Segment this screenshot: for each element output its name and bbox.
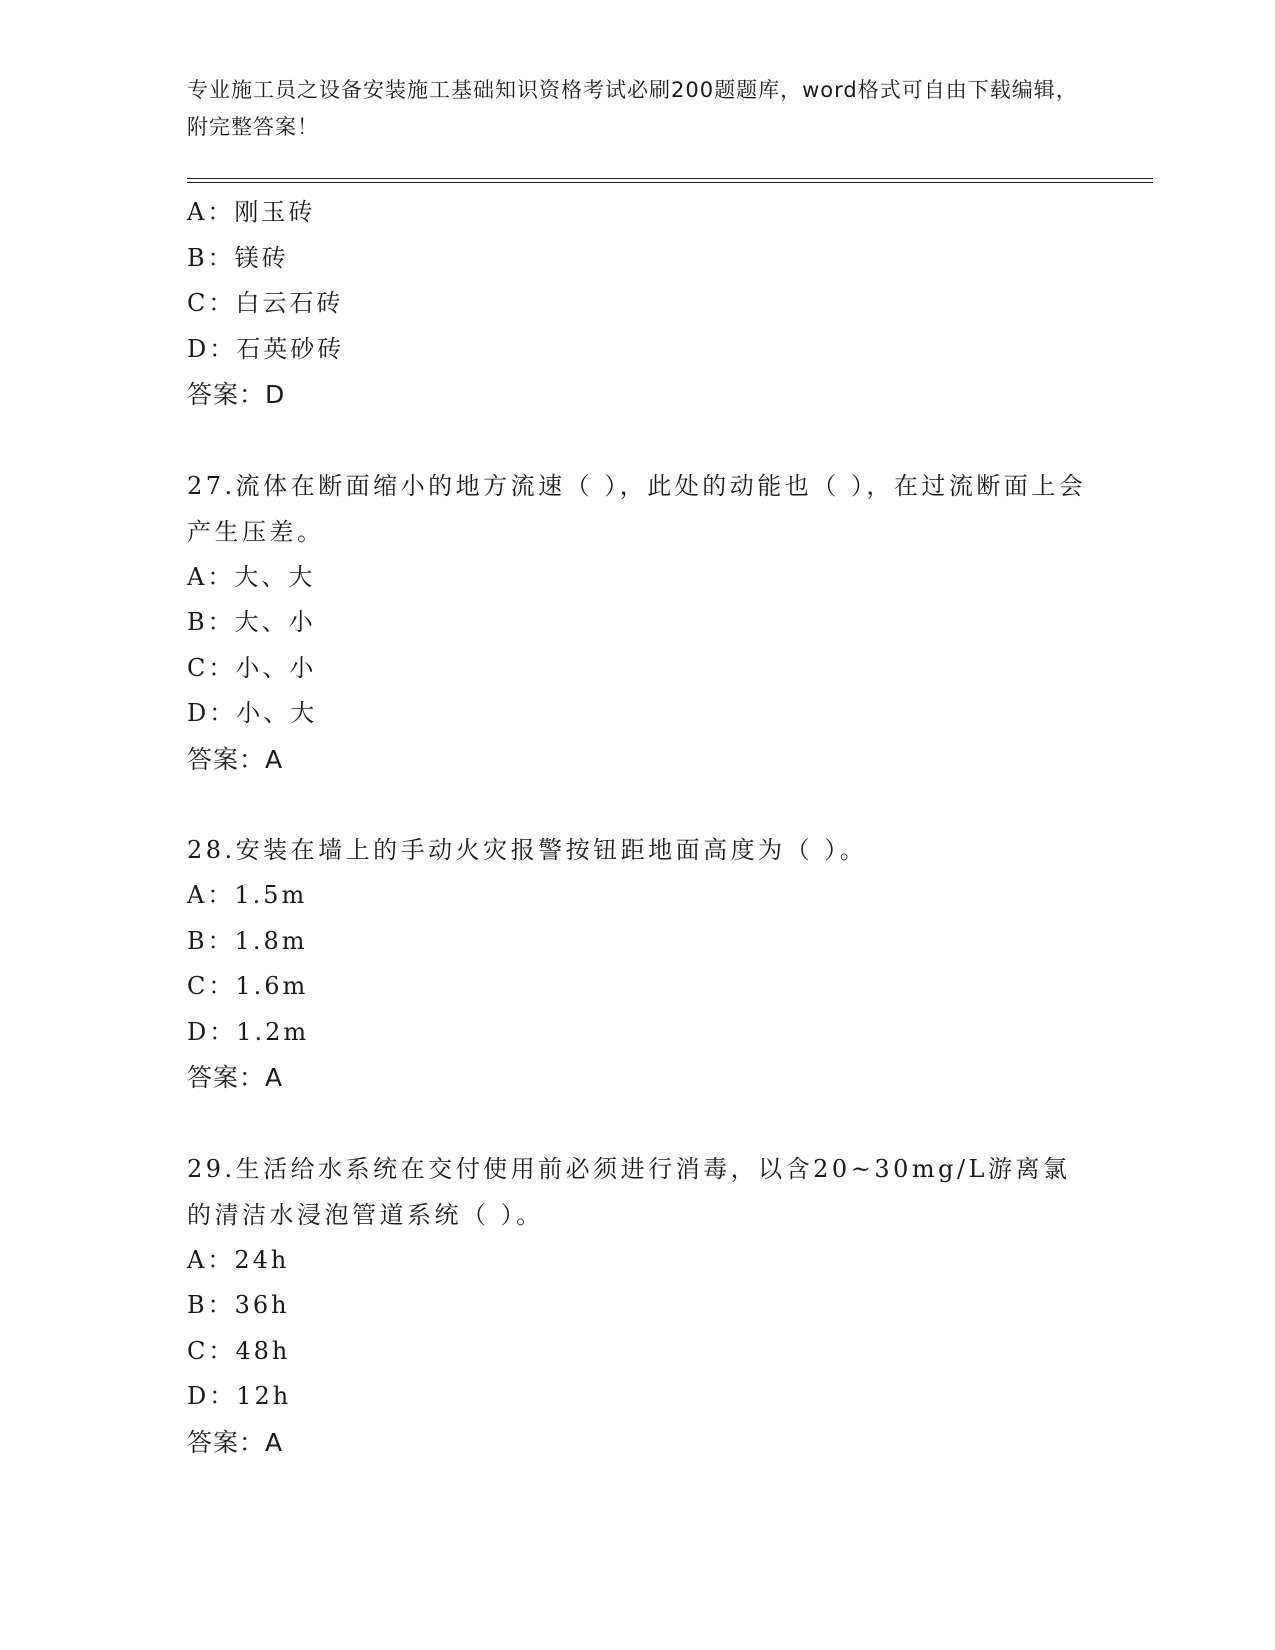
question-block xyxy=(187,827,1107,1101)
question-text: 29.生活给水系统在交付使用前必须进行消毒，以含20~30mg/L游离氯的清洁水浸泡管道系统（ ）。 xyxy=(187,1154,1071,1229)
answer-line: 答案：A xyxy=(187,1427,284,1457)
option-c: C：1.6m xyxy=(187,972,309,1000)
question-block xyxy=(187,1146,1107,1466)
option-a: A：刚玉砖 xyxy=(187,198,316,226)
option-c: C：白云石砖 xyxy=(187,289,344,317)
option-a: A：大、大 xyxy=(187,562,316,591)
question-text: 27.流体在断面缩小的地方流速（ ），此处的动能也（ ），在过流断面上会产生压差。 xyxy=(187,471,1087,546)
option-c: C：小、小 xyxy=(187,653,317,682)
block-gap xyxy=(187,418,1107,463)
question-text: 28.安装在墙上的手动火灾报警按钮距地面高度为（ ）。 xyxy=(187,836,868,864)
option-b: B：36h xyxy=(187,1291,290,1319)
question-block xyxy=(187,190,1107,418)
header-rule-top xyxy=(187,178,1153,179)
answer-line: 答案：A xyxy=(187,744,284,774)
option-b: B：1.8m xyxy=(187,926,308,955)
option-b: B：镁砖 xyxy=(187,243,289,272)
block-gap xyxy=(187,1101,1107,1146)
option-d: D：石英砂砖 xyxy=(187,334,345,363)
option-d: D：小、大 xyxy=(187,699,318,727)
answer-line: 答案：D xyxy=(187,380,286,409)
question-block xyxy=(187,463,1107,783)
option-a: A：1.5m xyxy=(187,881,308,909)
option-d: D：12h xyxy=(187,1382,292,1410)
header-rule-bottom xyxy=(187,182,1153,183)
question-list xyxy=(187,190,1107,1465)
answer-line: 答案：A xyxy=(187,1063,284,1092)
option-a: A：24h xyxy=(187,1245,290,1274)
block-gap xyxy=(187,782,1107,827)
option-c: C：48h xyxy=(187,1336,291,1365)
document-header: 专业施工员之设备安装施工基础知识资格考试必刷200题题库，word格式可自由下载编辑，附完整答案！ xyxy=(187,78,1078,139)
option-d: D：1.2m xyxy=(187,1017,310,1046)
option-b: B：大、小 xyxy=(187,608,316,636)
